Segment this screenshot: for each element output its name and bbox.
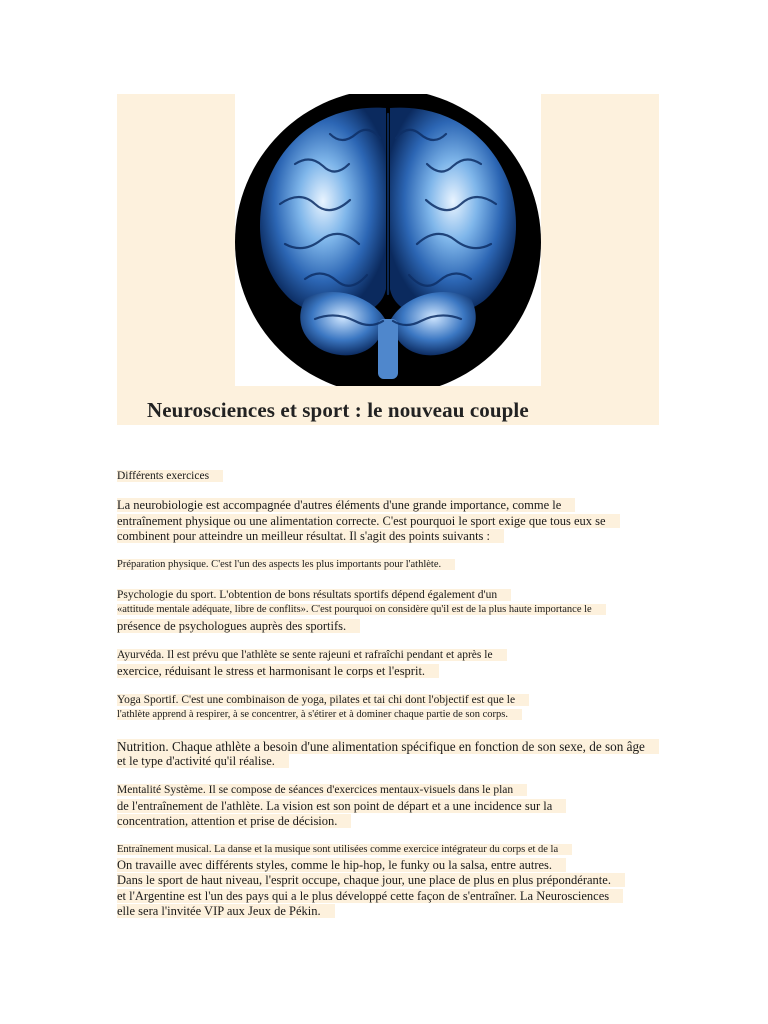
list-item: Mentalité Système. Il se compose de séances d'exercices mentaux-visuels dans le plan [117, 785, 527, 797]
brain-image [235, 94, 541, 386]
paragraph-line: combinent pour atteindre un meilleur résultat. Il s'agit des points suivants : [117, 530, 504, 543]
paragraph-line: et l'Argentine est l'un des pays qui a le plus développé cette façon de s'entraîner. La Neurosciences [117, 890, 623, 903]
list-item: et le type d'activité qu'il réalise. [117, 755, 289, 768]
paragraph-line: elle sera l'invitée VIP aux Jeux de Pékin. [117, 905, 335, 918]
list-item: l'athlète apprend à respirer, à se concentrer, à s'étirer et à dominer chaque partie de son corps. [117, 710, 522, 721]
list-item: exercice, réduisant le stress et harmonisant le corps et l'esprit. [117, 665, 439, 678]
list-item: concentration, attention et prise de décision. [117, 815, 351, 828]
list-item: Entraînement musical. La danse et la musique sont utilisées comme exercice intégrateur du corps et de la [117, 845, 572, 856]
list-item: Préparation physique. C'est l'un des aspects les plus importants pour l'athlète. [117, 560, 455, 571]
list-item: Yoga Sportif. C'est une combinaison de yoga, pilates et tai chi dont l'objectif est que le [117, 695, 529, 707]
list-item: présence de psychologues auprès des sportifs. [117, 620, 360, 633]
page-title: Neurosciences et sport : le nouveau couple [147, 398, 529, 422]
list-item: Nutrition. Chaque athlète a besoin d'une alimentation spécifique en fonction de son sexe, de son âge [117, 740, 659, 753]
paragraph-line: La neurobiologie est accompagnée d'autres éléments d'une grande importance, comme le [117, 499, 575, 512]
list-item: Ayurvéda. Il est prévu que l'athlète se sente rajeuni et rafraîchi pendant et après le [117, 650, 507, 662]
paragraph-line: entraînement physique ou une alimentation correcte. C'est pourquoi le sport exige que tous eux se [117, 515, 620, 528]
paragraph-line: On travaille avec différents styles, comme le hip-hop, le funky ou la salsa, entre autres. [117, 859, 566, 872]
list-item: de l'entraînement de l'athlète. La vision est son point de départ et a une incidence sur la [117, 800, 566, 813]
paragraph-line: Dans le sport de haut niveau, l'esprit occupe, chaque jour, une place de plus en plus prépondérante. [117, 874, 625, 887]
list-item: «attitude mentale adéquate, libre de conflits». C'est pourquoi on considère qu'il est de la plus haute importance le [117, 605, 606, 616]
list-item: Psychologie du sport. L'obtention de bons résultats sportifs dépend également d'un [117, 590, 511, 602]
section-heading: Différents exercices [117, 471, 223, 483]
